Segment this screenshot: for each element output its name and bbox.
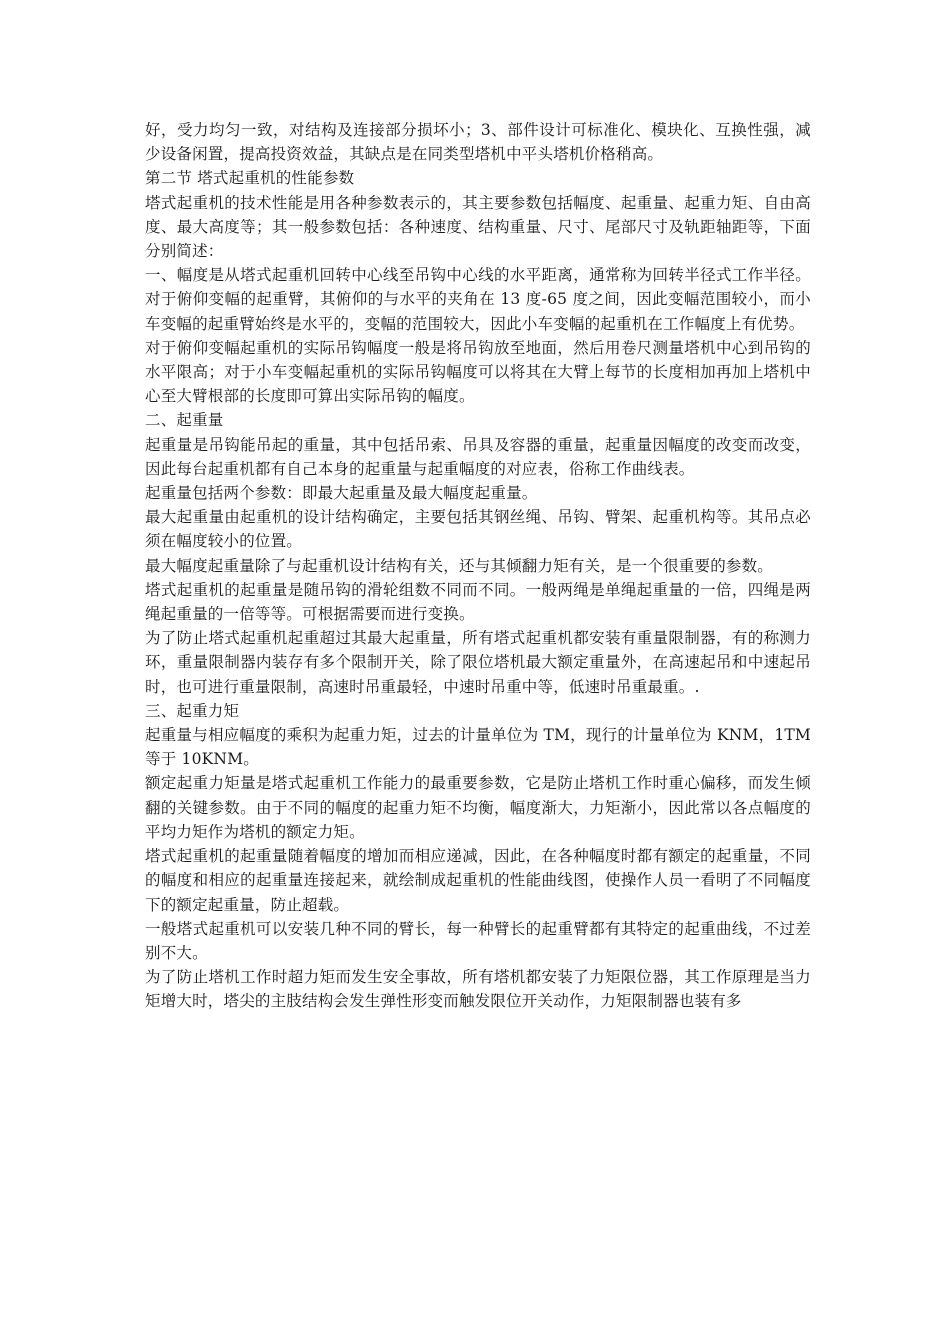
- subheading-lifting-moment: 三、起重力矩: [145, 701, 240, 720]
- paragraph-pulley-groups: 塔式起重机的起重量是随吊钩的滑轮组数不同而不同。一般两绳是单绳起重量的一倍，四绳是两绳起重量的一倍等等。可根据需要而进行变换。: [145, 580, 811, 624]
- paragraph-max-amplitude-capacity: 最大幅度起重量除了与起重机设计结构有关，还与其倾翻力矩有关，是一个很重要的参数。: [145, 556, 774, 575]
- paragraph-rated-moment: 额定起重力矩量是塔式起重机工作能力的最重要参数，它是防止塔机工作时重心偏移，而发生倾翻的关键参数。由于不同的幅度的起重力矩不均衡，幅度渐大，力矩渐小，因此常以各点幅度的平均力矩作为塔机的额定力矩。: [145, 774, 811, 841]
- paragraph-performance-curve: 塔式起重机的起重量随着幅度的增加而相应递减，因此，在各种幅度时都有额定的起重量，不同的幅度和相应的起重量连接起来，就绘制成起重机的性能曲线图，使操作人员一看明了不同幅度下的额定起重量，防止超载。: [145, 847, 811, 914]
- paragraph-two-parameters: 起重量包括两个参数：即最大起重量及最大幅度起重量。: [145, 484, 538, 503]
- subheading-lifting-capacity: 二、起重量: [145, 411, 224, 430]
- document-body: [145, 118, 811, 1014]
- paragraph-max-capacity: 最大起重量由起重机的设计结构确定，主要包括其钢丝绳、吊钩、臂架、起重机构等。其吊点必须在幅度较小的位置。: [145, 508, 811, 551]
- paragraph-weight-limiter: 为了防止塔式起重机起重超过其最大起重量，所有塔式起重机都安装有重量限制器，有的称测力环，重量限制器内装存有多个限制开关，除了限位塔机最大额定重量外，在高速起吊和中速起吊时，也可进行重量限制，高速时吊重最轻，中速时吊重中等，低速时吊重最重。.: [145, 629, 811, 696]
- paragraph-lifting-capacity: 起重量是吊钩能吊起的重量，其中包括吊索、吊具及容器的重量，起重量因幅度的改变而改变，因此每台起重机都有自己本身的起重量与起重幅度的对应表，俗称工作曲线表。: [145, 435, 811, 478]
- paragraph-moment-limiter: 为了防止塔机工作时超力矩而发生安全事故，所有塔机都安装了力矩限位器，其工作原理是当力矩增大时，塔尖的主肢结构会发生弹性形变而触发限位开关动作，力矩限制器也装有多: [145, 968, 811, 1011]
- paragraph-intro: 塔式起重机的技术性能是用各种参数表示的，其主要参数包括幅度、起重量、起重力矩、自由高度、最大高度等；其一般参数包括：各种速度、结构重量、尺寸、尾部尺寸及轨距轴距等，下面分别简述：: [145, 193, 811, 261]
- section-heading: 第二节 塔式起重机的性能参数: [145, 169, 355, 188]
- paragraph-moment-units: 起重量与相应幅度的乘积为起重力矩，过去的计量单位为 TM，现行的计量单位为 KNM，1TM 等于 10KNM。: [145, 726, 811, 769]
- paragraph-boom-lengths: 一般塔式起重机可以安装几种不同的臂长，每一种臂长的起重臂都有其特定的起重曲线，不过差别不大。: [145, 919, 811, 962]
- paragraph-continuation: 好，受力均匀一致，对结构及连接部分损坏小；3、部件设计可标准化、模块化、互换性强，减少设备闲置，提高投资效益，其缺点是在同类型塔机中平头塔机价格稍高。: [145, 121, 811, 164]
- paragraph-amplitude-measure: 对于俯仰变幅起重机的实际吊钩幅度一般是将吊钩放至地面，然后用卷尺测量塔机中心到吊钩的水平限高；对于小车变幅起重机的实际吊钩幅度可以将其在大臂上每节的长度相加再加上塔机中心至大臂根部的长度即可算出实际吊钩的幅度。: [145, 338, 811, 406]
- paragraph-amplitude: 一、幅度是从塔式起重机回转中心线至吊钩中心线的水平距离，通常称为回转半径式工作半径。对于俯仰变幅的起重臂，其俯仰的与水平的夹角在 13 度-65 度之间，因此变幅范围较小，而小车变幅的起重臂始终是水平的，变幅的范围较大，因此小车变幅的起重机在工作幅度上有优势。: [145, 266, 811, 333]
